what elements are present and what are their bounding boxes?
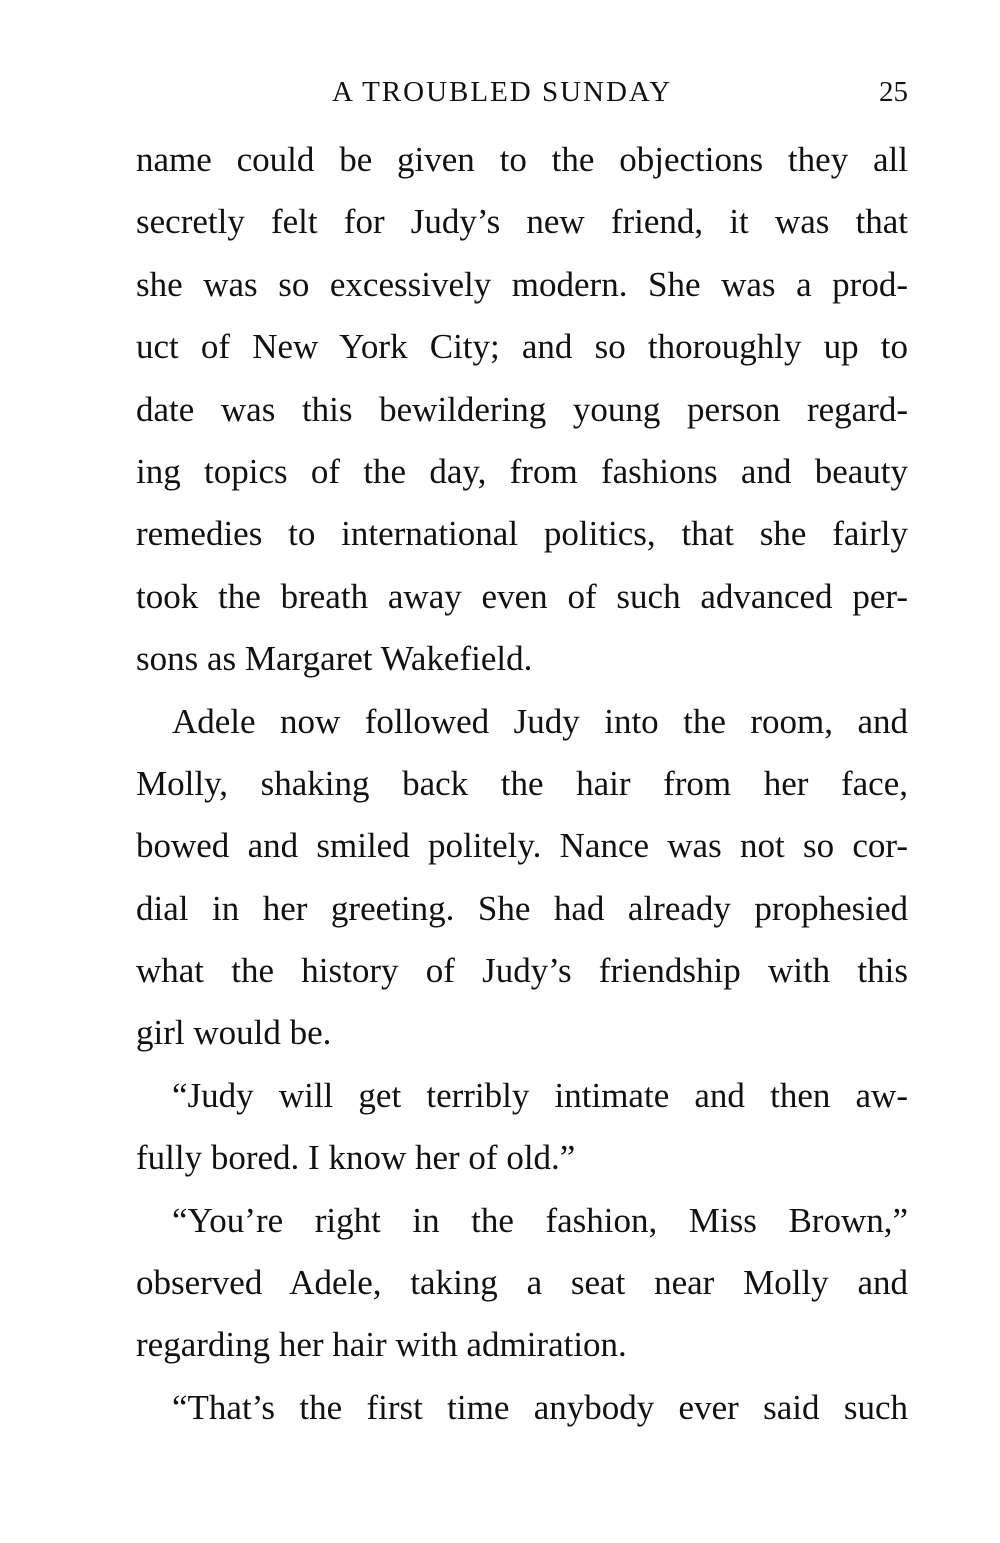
text-line: “That’s the first time anybody ever said such: [172, 1387, 908, 1427]
text-line: Adele now followed Judy into the room, and: [172, 701, 908, 741]
text-line: uct of New York City; and so thoroughly up to: [136, 327, 908, 367]
text-line: “Judy will get terribly intimate and then aw-: [172, 1075, 908, 1115]
text-line: sons as Margaret Wakefield.: [136, 639, 533, 679]
text-line: name could be given to the objections they all: [136, 140, 908, 179]
text-line: secretly felt for Judy’s new friend, it was that: [136, 202, 908, 242]
text-line: girl would be.: [136, 1013, 332, 1053]
text-line: observed Adele, taking a seat near Molly and: [136, 1263, 908, 1303]
text-line: took the breath away even of such advanced per-: [136, 576, 908, 616]
text-line: regarding her hair with admiration.: [136, 1325, 627, 1365]
text-line: date was this bewildering young person regard-: [136, 389, 908, 429]
body-text: [136, 129, 908, 1439]
chapter-title: A TROUBLED SUNDAY: [332, 76, 673, 108]
page-number: 25: [879, 76, 908, 108]
text-line: dial in her greeting. She had already prophesied: [136, 888, 908, 928]
text-line: remedies to international politics, that she fairly: [136, 514, 908, 554]
text-line: what the history of Judy’s friendship with this: [136, 951, 908, 991]
text-line: she was so excessively modern. She was a prod-: [136, 264, 908, 304]
text-line: fully bored. I know her of old.”: [136, 1138, 576, 1178]
text-line: Molly, shaking back the hair from her face,: [136, 763, 908, 803]
text-line: “You’re right in the fashion, Miss Brown,”: [172, 1200, 908, 1240]
text-line: bowed and smiled politely. Nance was not so cor-: [136, 826, 908, 866]
text-line: ing topics of the day, from fashions and beauty: [136, 451, 908, 491]
running-head: [136, 72, 908, 112]
